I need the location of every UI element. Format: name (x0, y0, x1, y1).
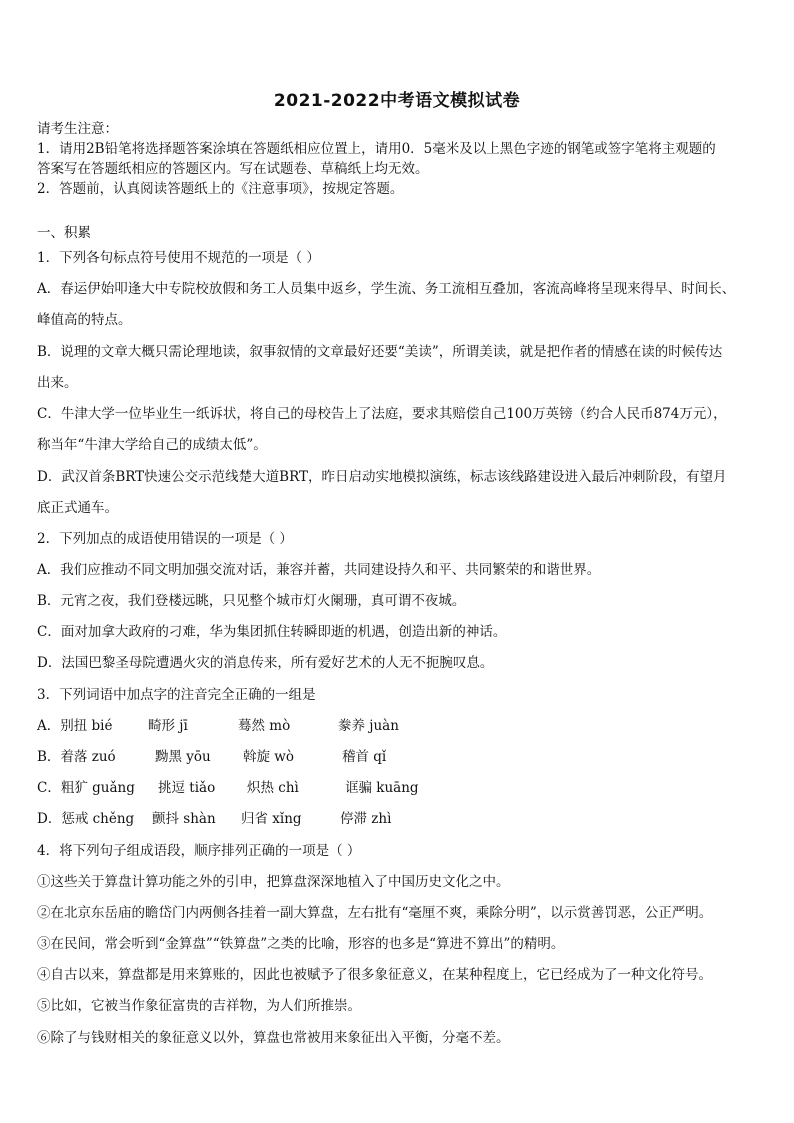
q3-d-word-1: D．惩戒 chěng (37, 811, 135, 827)
q3-d-word-2: 颤抖 shàn (152, 811, 216, 827)
q3-c-word-2: 挑逗 tiǎo (158, 780, 216, 796)
q2-option-c: C．面对加拿大政府的刁难，华为集团抓住转瞬即逝的机遇，创造出新的神话。 (37, 624, 507, 640)
q2-stem: 2．下列加点的成语使用错误的一项是（ ） (37, 531, 293, 547)
q3-b-word-3: 斡旋 wò (243, 749, 294, 765)
q1-option-d-cont: 底正式通车。 (37, 500, 118, 516)
notice-item-1: 1．请用2B铅笔将选择题答案涂填在答题纸相应位置上，请用0．5毫米及以上黑色字迹的钢笔或签字笔将主观题的 (37, 141, 716, 157)
q1-option-b: B．说理的文章大概只需论理地读，叙事叙情的文章最好还要“美读”，所谓美读，就是把作者的情感在读的时候传达 (37, 344, 723, 360)
q4-sentence-2: ②在北京东岳庙的瞻岱门内两侧各挂着一副大算盘，左右批有“毫厘不爽，乘除分明”，以示赏善罚恶，公正严明。 (37, 905, 713, 921)
q3-a-word-1: A．别扭 bié (37, 718, 113, 734)
q4-stem: 4．将下列句子组成语段，顺序排列正确的一项是（ ） (37, 843, 361, 859)
q1-option-a: A．春运伊始叩逢大中专院校放假和务工人员集中返乡，学生流、务工流相互叠加，客流高峰将呈现来得早、时间长、 (37, 281, 736, 297)
q1-option-a-cont: 峰值高的特点。 (37, 312, 132, 328)
q3-b-word-2: 黝黑 yōu (155, 749, 211, 765)
q1-option-c-cont: 称当年“牛津大学给自己的成绩太低”。 (37, 437, 267, 453)
q1-option-d: D．武汉首条BRT快速公交示范线楚大道BRT，昨日启动实地模拟演练，标志该线路建设进入最后冲刺阶段，有望月 (37, 469, 727, 485)
q3-c-word-3: 炽热 chì (247, 780, 299, 796)
q2-option-d: D．法国巴黎圣母院遭遇火灾的消息传来，所有爱好艺术的人无不扼腕叹息。 (37, 655, 494, 671)
q4-sentence-1: ①这些关于算盘计算功能之外的引申，把算盘深深地植入了中国历史文化之中。 (37, 874, 510, 890)
q4-sentence-3: ③在民间，常会听到“金算盘”“铁算盘”之类的比喻，形容的也多是“算进不算出”的精明。 (37, 936, 565, 952)
q3-b-word-1: B．着落 zuó (37, 749, 116, 765)
exam-title: 2021-2022中考语文模拟试卷 (273, 91, 521, 111)
q2-option-a: A．我们应推动不同文明加强交流对话，兼容并蓄，共同建设持久和平、共同繁荣的和谐世界。 (37, 562, 601, 578)
q3-a-word-3: 蓦然 mò (238, 718, 291, 734)
q3-c-word-4: 诓骗 kuāng (345, 780, 419, 796)
q3-c-word-1: C．粗犷 guǎng (37, 780, 135, 796)
notice-item-1-cont: 答案写在答题纸相应的答题区内。写在试题卷、草稿纸上均无效。 (37, 161, 429, 177)
q3-stem: 3．下列词语中加点字的注音完全正确的一组是 (37, 687, 316, 703)
notice-item-2: 2．答题前，认真阅读答题纸上的《注意事项》，按规定答题。 (37, 181, 404, 197)
q3-a-word-2: 畸形 jī (148, 718, 188, 734)
q3-a-word-4: 豢养 juàn (338, 718, 399, 734)
q1-stem: 1．下列各句标点符号使用不规范的一项是（ ） (37, 250, 320, 266)
q2-option-b: B．元宵之夜，我们登楼远眺，只见整个城市灯火阑珊，真可谓不夜城。 (37, 593, 466, 609)
q3-b-word-4: 稽首 qǐ (342, 749, 387, 765)
q3-d-word-3: 归省 xǐng (241, 811, 302, 827)
section-heading: 一、积累 (37, 225, 91, 241)
notice-heading: 请考生注意： (37, 121, 118, 137)
q1-option-b-cont: 出来。 (37, 375, 78, 391)
q1-option-c: C．牛津大学一位毕业生一纸诉状，将自己的母校告上了法庭，要求其赔偿自己100万英镑（约合人民币874万元）， (37, 406, 727, 422)
q4-sentence-6: ⑥除了与钱财相关的象征意义以外，算盘也常被用来象征出入平衡，分毫不差。 (37, 1030, 510, 1046)
q4-sentence-4: ④自古以来，算盘都是用来算账的，因此也被赋予了很多象征意义，在某种程度上，它已经成为了一种文化符号。 (37, 967, 712, 983)
q3-d-word-4: 停滞 zhì (340, 811, 392, 827)
q4-sentence-5: ⑤比如，它被当作象征富贵的吉祥物，为人们所推崇。 (37, 998, 361, 1014)
